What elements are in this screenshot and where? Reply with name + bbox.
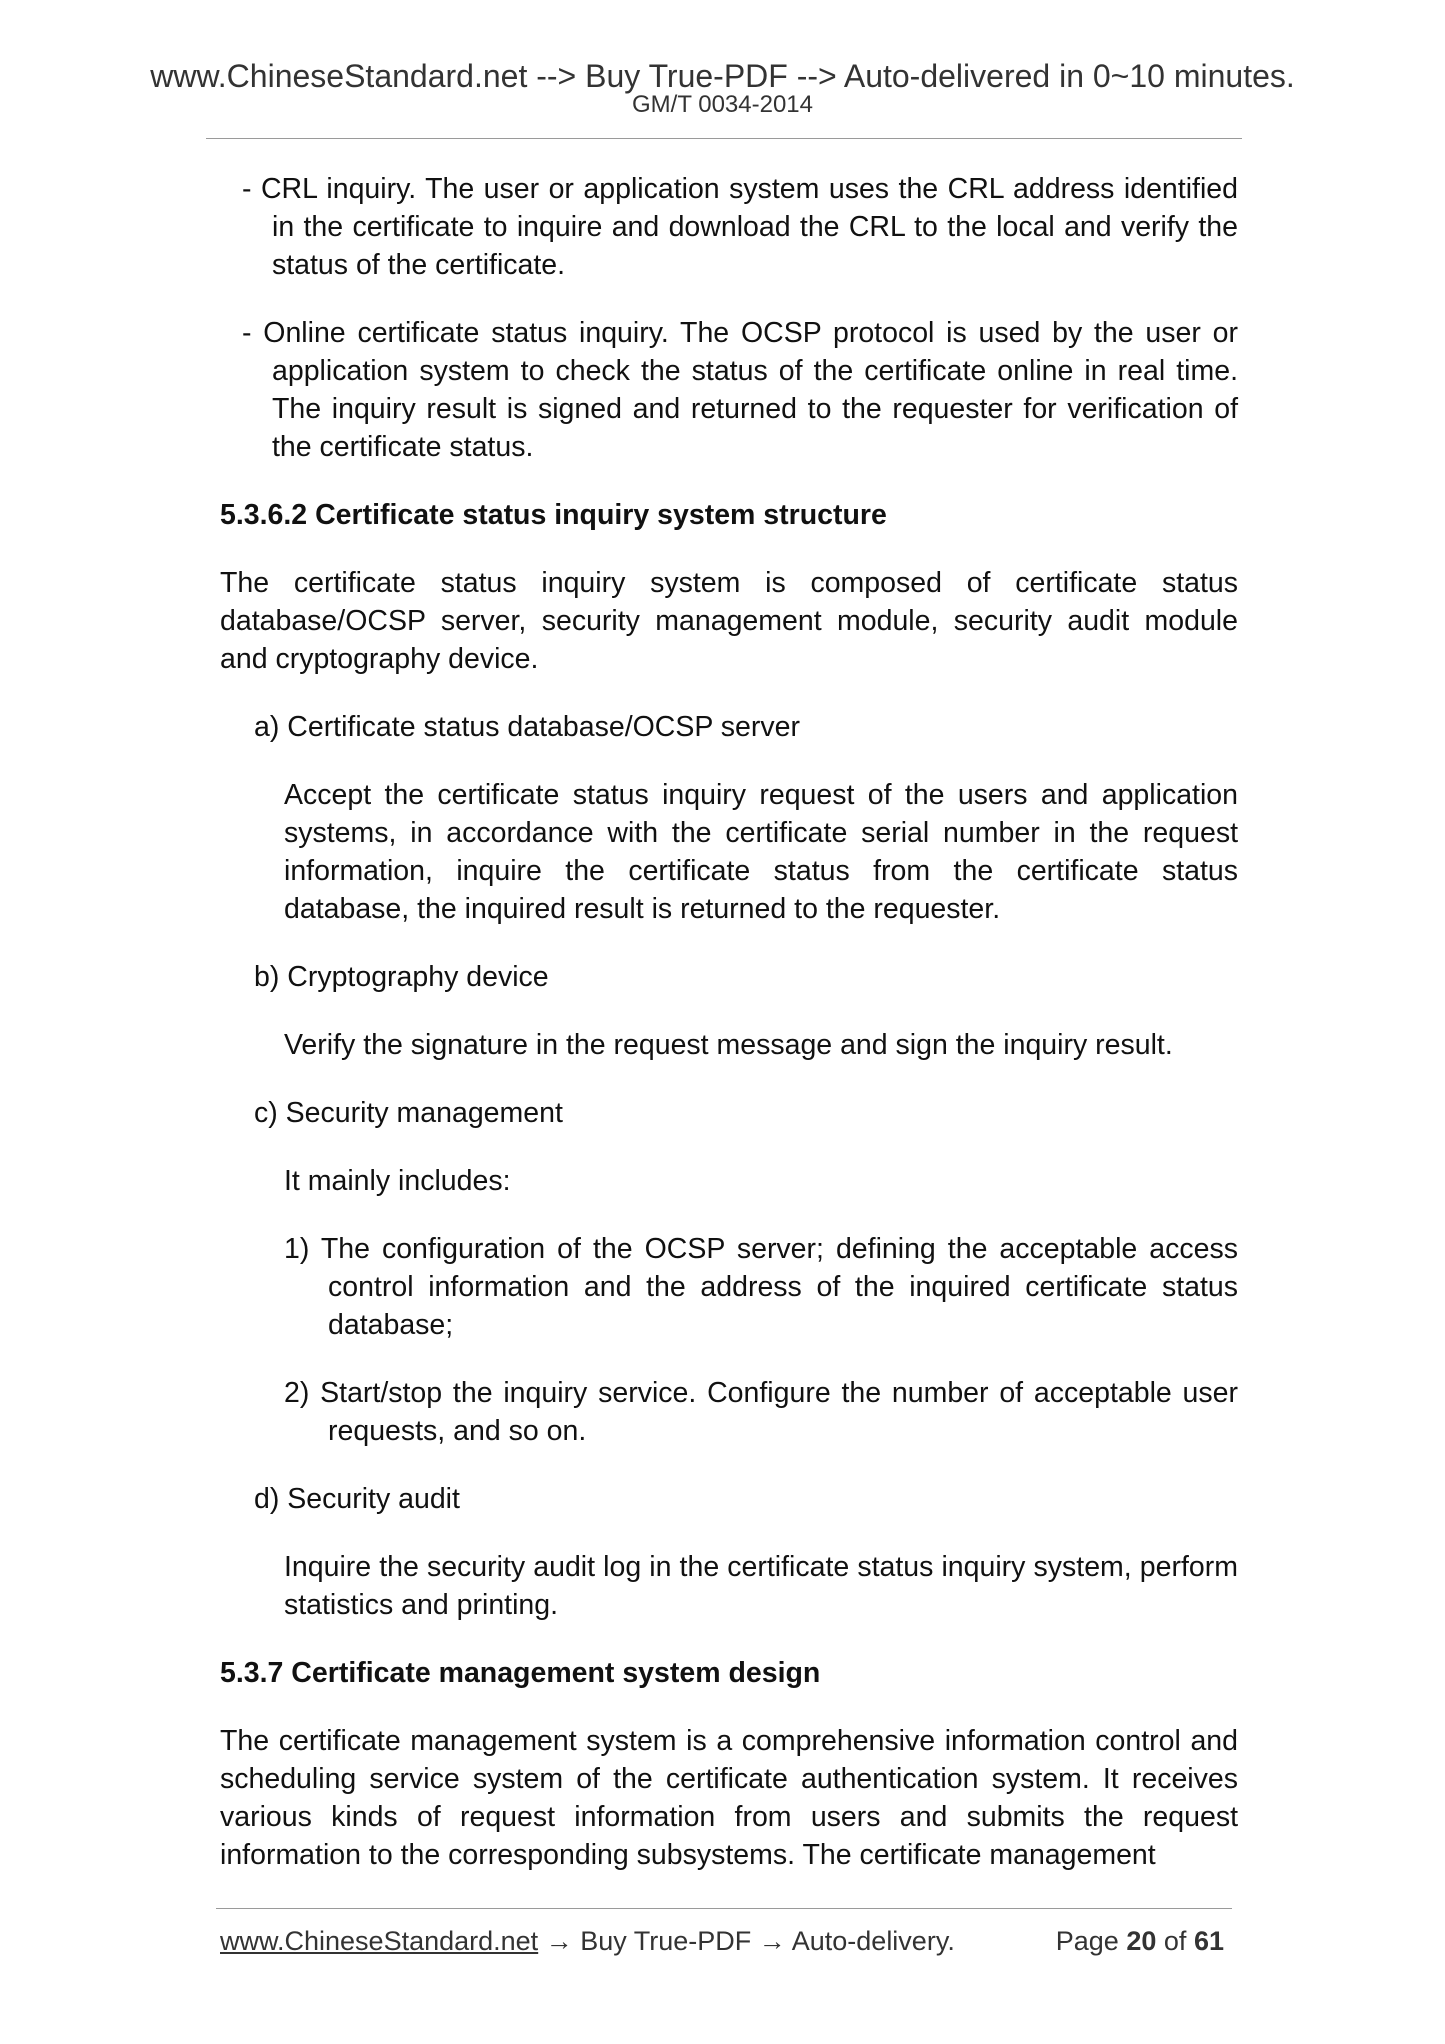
sub-item-1: 1) The configuration of the OCSP server; defining the acceptable access control information and the address of the inquired certificate status database;: [284, 1233, 1238, 1341]
page-label: Page: [1055, 1926, 1119, 1956]
footer-tagline: → Buy True-PDF → Auto-delivery.: [538, 1926, 955, 1956]
header-divider: [206, 138, 1242, 139]
list-item-d-body: Inquire the security audit log in the certificate status inquiry system, perform statistics and printing.: [284, 1551, 1238, 1621]
list-item-c-body: It mainly includes:: [284, 1165, 511, 1197]
page-total: 61: [1193, 1926, 1224, 1956]
sub-item-2: 2) Start/stop the inquiry service. Configure the number of acceptable user requests, and so on.: [284, 1377, 1238, 1447]
list-item-c-title: c) Security management: [254, 1097, 563, 1129]
bullet-crl-inquiry: - CRL inquiry. The user or application system uses the CRL address identified in the certificate to inquire and download the CRL to the local and verify the status of the certificate.: [242, 173, 1238, 281]
page-indicator: [1056, 1924, 1224, 1958]
paragraph-cert-management: The certificate management system is a comprehensive information control and scheduling service system of the certificate authentication system. It receives various kinds of request information from users and submits the request information to the corresponding subsystems. The certificate management: [220, 1725, 1238, 1871]
list-item-a-title: a) Certificate status database/OCSP server: [254, 711, 800, 743]
document-body: [220, 170, 1238, 1904]
footer-site-link[interactable]: www.ChineseStandard.net: [220, 1926, 539, 1956]
paragraph-system-composition: The certificate status inquiry system is composed of certificate status database/OCSP server, security management module, security audit module and cryptography device.: [220, 567, 1238, 675]
section-heading-5-3-6-2: 5.3.6.2 Certificate status inquiry system structure: [220, 499, 887, 531]
section-heading-5-3-7: 5.3.7 Certificate management system design: [220, 1657, 821, 1689]
page-number: 20: [1126, 1926, 1157, 1956]
standard-code: GM/T 0034-2014: [632, 91, 813, 118]
footer-divider: [216, 1908, 1232, 1909]
list-item-b-title: b) Cryptography device: [254, 961, 549, 993]
header-banner: www.ChineseStandard.net --> Buy True-PDF --> Auto-delivered in 0~10 minutes.: [150, 58, 1295, 94]
list-item-b-body: Verify the signature in the request message and sign the inquiry result.: [284, 1029, 1173, 1061]
list-item-d-title: d) Security audit: [254, 1483, 460, 1515]
list-item-a-body: Accept the certificate status inquiry request of the users and application systems, in accordance with the certificate serial number in the request information, inquire the certificate status from the certificate status database, the inquired result is returned to the requester.: [284, 779, 1238, 925]
of-label: of: [1163, 1926, 1187, 1956]
bullet-online-status-inquiry: - Online certificate status inquiry. The OCSP protocol is used by the user or application system to check the status of the certificate online in real time. The inquiry result is signed and returned to the requester for verification of the certificate status.: [242, 317, 1238, 463]
footer-left: [220, 1924, 955, 1958]
